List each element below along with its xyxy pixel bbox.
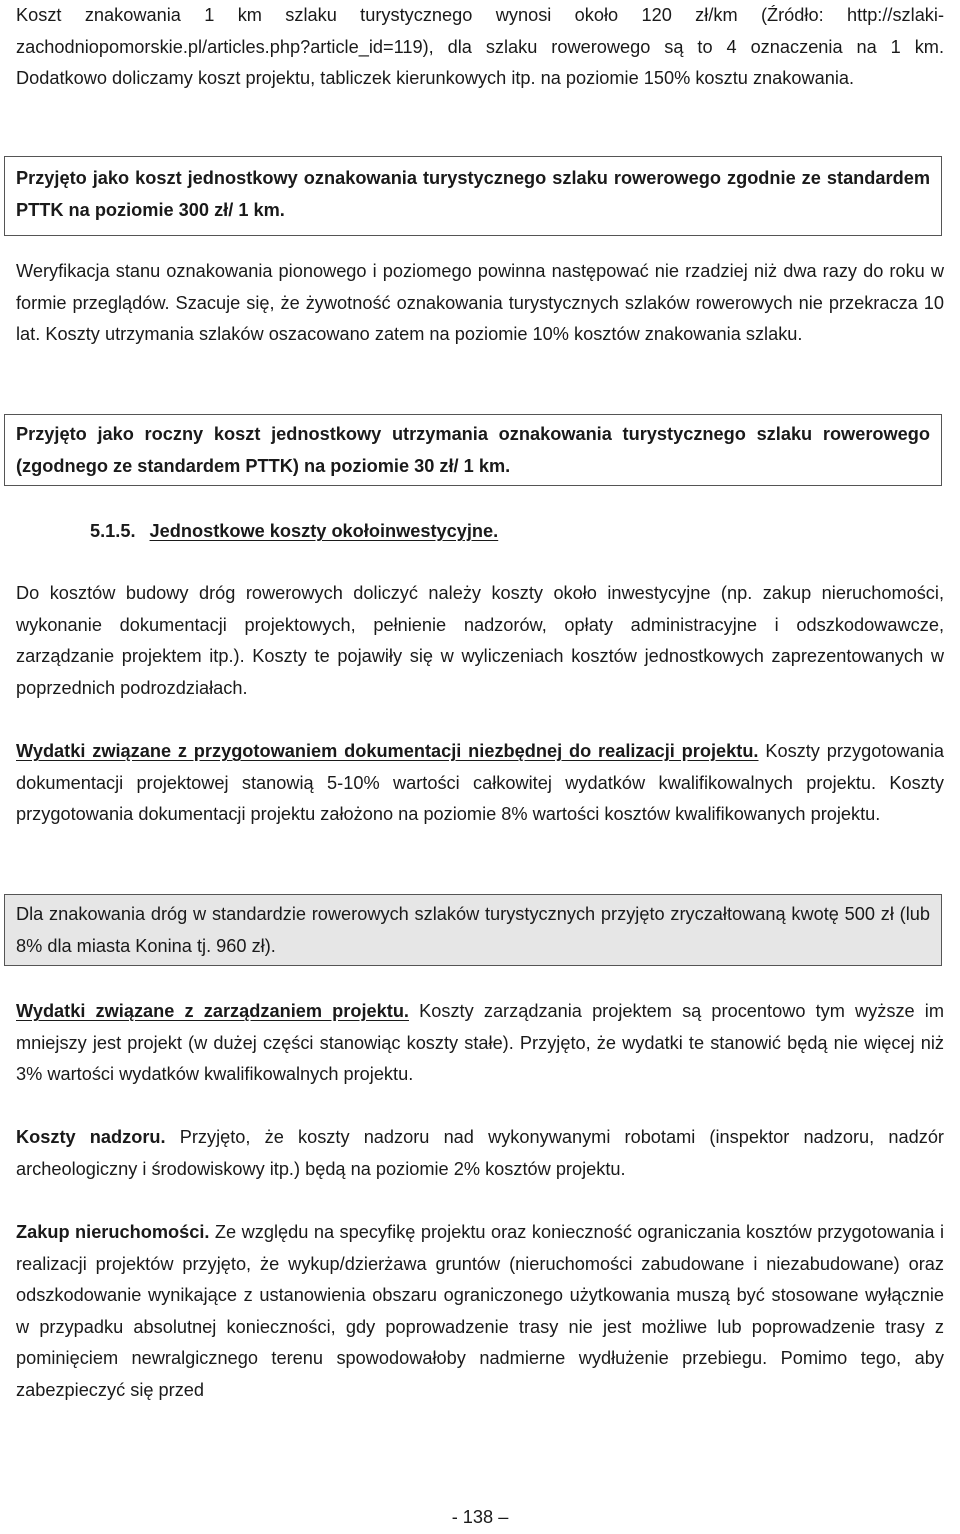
annual-cost-box-text: Przyjęto jako roczny koszt jednostkowy utrzymania oznakowania turystycznego szlaku rowerowego (zgodnego ze standardem PTTK) na poziomie 30 zł/ 1 km. — [16, 424, 930, 476]
section-title: Jednostkowe koszty okołoinwestycyjne. — [149, 521, 499, 541]
verification-paragraph: Weryfikacja stanu oznakowania pionowego i poziomego powinna następować nie rzadziej niż dwa razy do roku w formie przeglądów. Szacuje się, że żywotność oznakowania turystycznych szlaków rowerowych nie przekracza 10 lat. Koszty utrzymania szlaków oszacowano zatem na poziomie 10% kosztów znakowania szlaku. — [16, 261, 944, 345]
marking-cost-box-text: Dla znakowania dróg w standardzie rowerowych szlaków turystycznych przyjęto zryczałtowaną kwotę 500 zł (lub 8% dla miasta Konina tj. 960 zł). — [16, 904, 930, 956]
management-paragraph — [16, 996, 944, 1091]
annual-cost-box — [4, 414, 942, 486]
section-number: 5.1.5. — [90, 521, 136, 541]
property-paragraph — [16, 1217, 944, 1407]
documentation-paragraph — [16, 736, 944, 831]
documentation-lead: Wydatki związane z przygotowaniem dokumentacji niezbędnej do realizacji projektu. — [16, 741, 759, 761]
unit-cost-box-text: Przyjęto jako koszt jednostkowy oznakowania turystycznego szlaku rowerowego zgodnie ze standardem PTTK na poziomie 300 zł/ 1 km. — [16, 168, 930, 220]
supervision-text: Przyjęto, że koszty nadzoru nad wykonywanymi robotami (inspektor nadzoru, nadzór archeologiczny i środowiskowy itp.) będą na poziomie 2% kosztów projektu. — [16, 1127, 944, 1179]
marking-cost-box — [4, 894, 942, 966]
related-costs-paragraph: Do kosztów budowy dróg rowerowych doliczyć należy koszty około inwestycyjne (np. zakup nieruchomości, wykonanie dokumentacji projektowych, pełnienie nadzorów, opłaty administracyjne i odszkodowawcze, zarządzanie projektem itp.). Koszty te pojawiły się w wyliczeniach kosztów jednostkowych zaprezentowanych w poprzednich podrozdziałach. — [16, 583, 944, 698]
supervision-paragraph — [16, 1122, 944, 1185]
page-number: - 138 – — [451, 1507, 509, 1527]
property-text: Ze względu na specyfikę projektu oraz konieczność ograniczania kosztów przygotowania i realizacji projektów przyjęto, że wykup/dzierżawa gruntów (nieruchomości zabudowane i niezabudowane) oraz odszkodowanie wynikające z ustanowienia obszaru ograniczonego użytkowania muszą być stosowane wyłącznie w przypadku absolutnej konieczności, gdy poprowadzenie trasy nie jest możliwe lub poprowadzenie trasy z pominięciem newralgicznego terenu spowodowałoby nadmierne wydłużenie przebiegu. Pomimo tego, aby zabezpieczyć się przed — [16, 1222, 944, 1400]
property-lead: Zakup nieruchomości. — [16, 1222, 210, 1242]
management-text: Koszty zarządzania projektem są procentowo tym wyższe im mniejszy jest projekt (w dużej części stanowiąc koszty stałe). Przyjęto, że wydatki te stanowić będą nie więcej niż 3% wartości wydatków kwalifikowalnych projektu. — [16, 1001, 944, 1085]
section-heading — [90, 516, 498, 548]
management-lead: Wydatki związane z zarządzaniem projektu. — [16, 1001, 409, 1021]
supervision-lead: Koszty nadzoru. — [16, 1127, 166, 1147]
documentation-text: Koszty przygotowania dokumentacji projektowej stanowią 5-10% wartości całkowitej wydatków kwalifikowalnych projektu. Koszty przygotowania dokumentacji projektu założono na poziomie 8% wartości kosztów kwalifikowanych projektu. — [16, 741, 945, 825]
unit-cost-box — [4, 156, 942, 236]
intro-paragraph: Koszt znakowania 1 km szlaku turystycznego wynosi około 120 zł/km (Źródło: http://szlaki-zachodniopomorskie.pl/articles.php?article_id=119), dla szlaku rowerowego są to 4 oznaczenia na 1 km. Dodatkowo doliczamy koszt projektu, tabliczek kierunkowych itp. na poziomie 150% kosztu znakowania. — [16, 5, 944, 89]
